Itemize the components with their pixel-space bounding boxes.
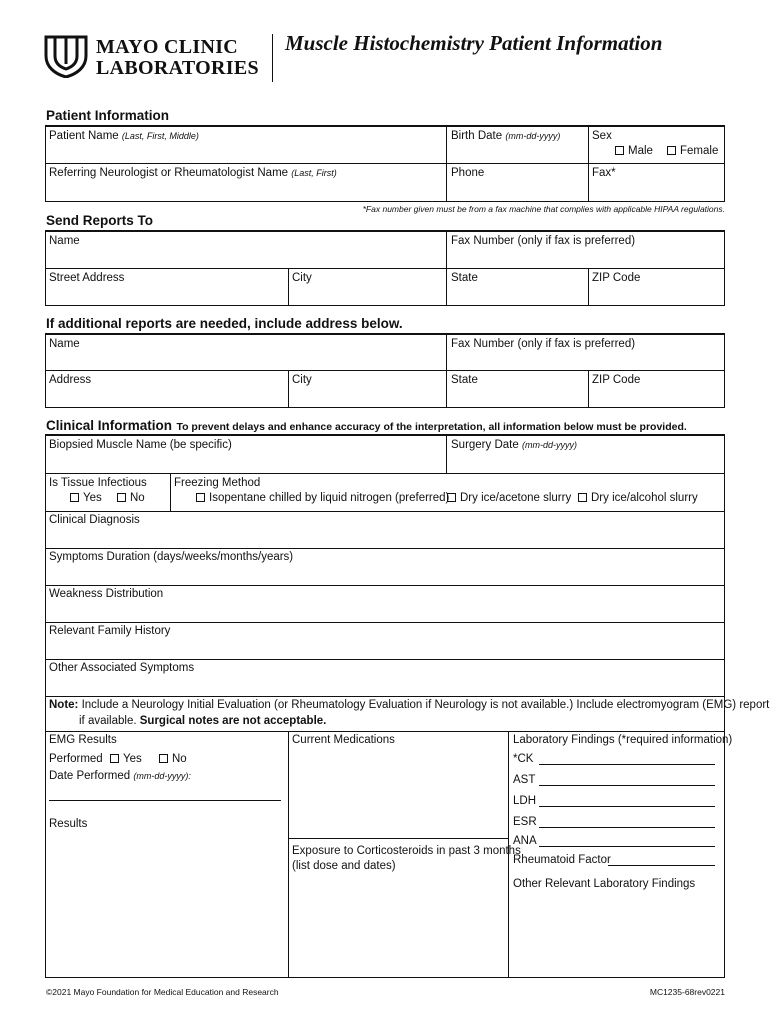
divider bbox=[446, 125, 447, 202]
current-medications-field[interactable]: Current Medications bbox=[292, 734, 395, 746]
evaluation-note: Note: Include a Neurology Initial Evaluation (or Rheumatology Evaluation if Neurology is not available.) Include electromyogram (EMG) report bbox=[49, 699, 770, 711]
divider bbox=[288, 370, 289, 408]
divider bbox=[288, 838, 508, 839]
other-symptoms-field[interactable]: Other Associated Symptoms bbox=[49, 662, 195, 674]
divider bbox=[45, 659, 725, 660]
divider bbox=[588, 268, 589, 306]
ck-field[interactable]: *CK bbox=[513, 753, 534, 765]
divider bbox=[45, 585, 725, 586]
divider bbox=[45, 511, 725, 512]
female-checkbox[interactable]: Female bbox=[667, 144, 718, 158]
ana-line[interactable] bbox=[539, 846, 715, 847]
ldh-line[interactable] bbox=[539, 806, 715, 807]
rheumatoid-factor-field[interactable]: Rheumatoid Factor bbox=[513, 854, 611, 866]
family-history-field[interactable]: Relevant Family History bbox=[49, 625, 171, 637]
divider bbox=[45, 731, 725, 732]
document-title: Muscle Histochemistry Patient Information bbox=[285, 31, 663, 55]
divider bbox=[288, 731, 289, 978]
emg-results-label: EMG Results bbox=[49, 734, 117, 746]
report-name-field[interactable]: Name bbox=[49, 235, 80, 247]
report-state-field[interactable]: State bbox=[451, 272, 478, 284]
emg-no-checkbox[interactable]: No bbox=[159, 752, 187, 766]
fax-field[interactable]: Fax* bbox=[592, 167, 616, 179]
divider bbox=[588, 125, 589, 202]
sex-label: Sex bbox=[592, 130, 612, 142]
ck-line[interactable] bbox=[539, 764, 715, 765]
divider bbox=[45, 622, 725, 623]
patient-name-field[interactable]: Patient Name (Last, First, Middle) bbox=[49, 130, 199, 142]
ldh-field[interactable]: LDH bbox=[513, 795, 537, 807]
biopsied-muscle-field[interactable]: Biopsied Muscle Name (be specific) bbox=[49, 439, 232, 451]
acetone-checkbox[interactable]: Dry ice/acetone slurry bbox=[447, 491, 571, 505]
checkbox-icon bbox=[196, 493, 205, 502]
fax-hipaa-note: *Fax number given must be from a fax machine that complies with applicable HIPAA regulations. bbox=[362, 204, 725, 214]
patient-info-heading: Patient Information bbox=[46, 108, 170, 123]
additional-name-field[interactable]: Name bbox=[49, 338, 80, 350]
divider bbox=[45, 163, 725, 164]
checkbox-icon bbox=[667, 146, 676, 155]
freezing-method-label: Freezing Method bbox=[174, 477, 261, 489]
header-divider bbox=[272, 34, 273, 82]
clinical-info-heading: Clinical Information To prevent delays and enhance accuracy of the interpretation, all information below must be provided. bbox=[46, 418, 687, 433]
symptoms-duration-field[interactable]: Symptoms Duration (days/weeks/months/years) bbox=[49, 551, 294, 563]
report-fax-field[interactable]: Fax Number (only if fax is preferred) bbox=[451, 235, 636, 247]
report-zip-field[interactable]: ZIP Code bbox=[592, 272, 641, 284]
additional-reports-heading: If additional reports are needed, include address below. bbox=[46, 316, 403, 331]
emg-performed-label: Performed bbox=[49, 753, 103, 765]
isopentane-checkbox[interactable]: Isopentane chilled by liquid nitrogen (preferred) bbox=[196, 491, 449, 505]
send-reports-heading: Send Reports To bbox=[46, 213, 154, 228]
date-performed-line[interactable] bbox=[49, 800, 281, 801]
divider bbox=[45, 473, 725, 474]
alcohol-checkbox[interactable]: Dry ice/alcohol slurry bbox=[578, 491, 698, 505]
divider bbox=[45, 548, 725, 549]
infectious-no-checkbox[interactable]: No bbox=[117, 491, 145, 505]
checkbox-icon bbox=[110, 754, 119, 763]
additional-zip-field[interactable]: ZIP Code bbox=[592, 374, 641, 386]
ana-field[interactable]: ANA bbox=[513, 835, 537, 847]
referring-physician-field[interactable]: Referring Neurologist or Rheumatologist Name (Last, First) bbox=[49, 167, 337, 179]
divider bbox=[170, 473, 171, 511]
mayo-shield-logo-icon bbox=[44, 34, 88, 78]
additional-city-field[interactable]: City bbox=[292, 374, 312, 386]
divider bbox=[446, 230, 447, 306]
logo-text bbox=[96, 37, 259, 79]
checkbox-icon bbox=[578, 493, 587, 502]
checkbox-icon bbox=[615, 146, 624, 155]
emg-results-text-label: Results bbox=[49, 818, 88, 830]
infectious-yes-checkbox[interactable]: Yes bbox=[70, 491, 102, 505]
emg-yes-checkbox[interactable]: Yes bbox=[110, 752, 142, 766]
surgery-date-field[interactable]: Surgery Date (mm-dd-yyyy) bbox=[451, 439, 577, 451]
clinical-diagnosis-field[interactable]: Clinical Diagnosis bbox=[49, 514, 140, 526]
report-city-field[interactable]: City bbox=[292, 272, 312, 284]
male-checkbox[interactable]: Male bbox=[615, 144, 653, 158]
checkbox-icon bbox=[447, 493, 456, 502]
ast-line[interactable] bbox=[539, 785, 715, 786]
evaluation-note-line2: if available. Surgical notes are not acceptable. bbox=[79, 715, 327, 727]
phone-field[interactable]: Phone bbox=[451, 167, 485, 179]
divider bbox=[446, 434, 447, 473]
additional-address-field[interactable]: Address bbox=[49, 374, 92, 386]
copyright: ©2021 Mayo Foundation for Medical Education and Research bbox=[46, 987, 279, 997]
additional-fax-field[interactable]: Fax Number (only if fax is preferred) bbox=[451, 338, 636, 350]
divider bbox=[45, 696, 725, 697]
checkbox-icon bbox=[117, 493, 126, 502]
divider bbox=[446, 333, 447, 408]
additional-state-field[interactable]: State bbox=[451, 374, 478, 386]
logo-line-2: LABORATORIES bbox=[96, 57, 259, 79]
form-code: MC1235-68rev0221 bbox=[649, 987, 725, 997]
divider bbox=[45, 268, 725, 269]
divider bbox=[588, 370, 589, 408]
tissue-infectious-label: Is Tissue Infectious bbox=[49, 477, 147, 489]
checkbox-icon bbox=[159, 754, 168, 763]
other-lab-findings-field[interactable]: Other Relevant Laboratory Findings bbox=[513, 878, 696, 890]
lab-findings-label: Laboratory Findings (*required information) bbox=[513, 734, 733, 746]
checkbox-icon bbox=[70, 493, 79, 502]
esr-field[interactable]: ESR bbox=[513, 816, 537, 828]
date-performed-label: Date Performed (mm-dd-yyyy): bbox=[49, 770, 191, 782]
divider bbox=[288, 268, 289, 306]
corticosteroids-field[interactable]: Exposure to Corticosteroids in past 3 months (list dose and dates) bbox=[292, 845, 521, 872]
esr-line[interactable] bbox=[539, 827, 715, 828]
birth-date-field[interactable]: Birth Date (mm-dd-yyyy) bbox=[451, 130, 561, 142]
ast-field[interactable]: AST bbox=[513, 774, 536, 786]
divider bbox=[45, 370, 725, 371]
report-street-field[interactable]: Street Address bbox=[49, 272, 125, 284]
rheumatoid-line[interactable] bbox=[608, 865, 715, 866]
logo-line-1: MAYO CLINIC bbox=[96, 36, 239, 58]
weakness-distribution-field[interactable]: Weakness Distribution bbox=[49, 588, 164, 600]
